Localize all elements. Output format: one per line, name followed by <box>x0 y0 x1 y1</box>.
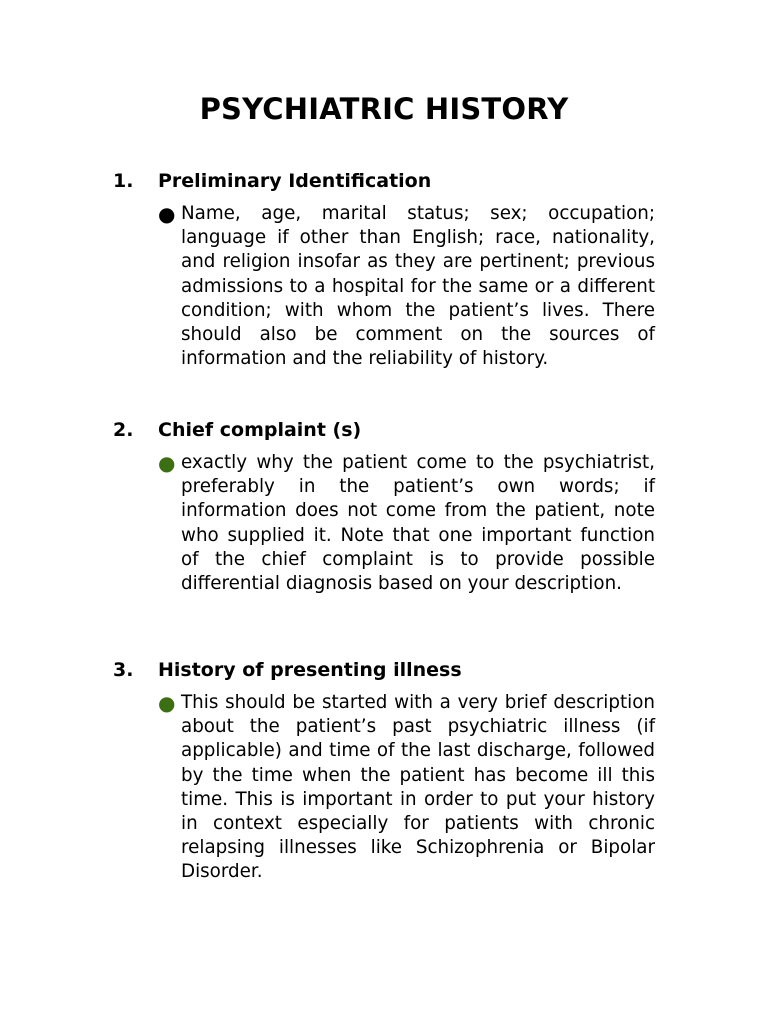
section-number: 1. <box>113 170 134 192</box>
bullet-icon: ● <box>158 451 176 475</box>
section-number: 3. <box>113 659 134 681</box>
list-item <box>0 691 768 885</box>
section-number: 2. <box>113 419 134 441</box>
bullet-icon: ● <box>158 202 176 226</box>
section-title: Chief complaint (s) <box>158 419 362 441</box>
list-item <box>0 202 768 371</box>
section-chief-complaint <box>0 419 768 596</box>
section-heading <box>0 659 768 685</box>
page-title: PSYCHIATRIC HISTORY <box>199 92 569 126</box>
bullet-text: exactly why the patient come to the psychiatrist, preferably in the patient’s own words; if information does not come from the patient, note who supplied it. Note that one important function of the chief complaint is to provide possible differential diagnosis based on your description. <box>181 452 655 595</box>
section-heading <box>0 170 768 196</box>
section-title: History of presenting illness <box>158 659 462 681</box>
section-history-of-presenting-illness <box>0 659 768 885</box>
bullet-text: This should be started with a very brief description about the patient’s past psychiatric illness (if applicable) and time of the last discharge, followed by the time when the patient has become ill this time. This is important in order to put your history in context especially for patients with chronic relapsing illnesses like Schizophrenia or Bipolar Disorder. <box>181 692 655 883</box>
bullet-text: Name, age, marital status; sex; occupation; language if other than English; race, nationality, and religion insofar as they are pertinent; previous admissions to a hospital for the same or a different condition; with whom the patient’s lives. There should also be comment on the sources of information and the reliability of history. <box>181 203 655 370</box>
list-item <box>0 451 768 596</box>
bullet-icon: ● <box>158 691 176 715</box>
section-heading <box>0 419 768 445</box>
section-preliminary-identification <box>0 170 768 371</box>
section-title: Preliminary Identification <box>158 170 432 192</box>
